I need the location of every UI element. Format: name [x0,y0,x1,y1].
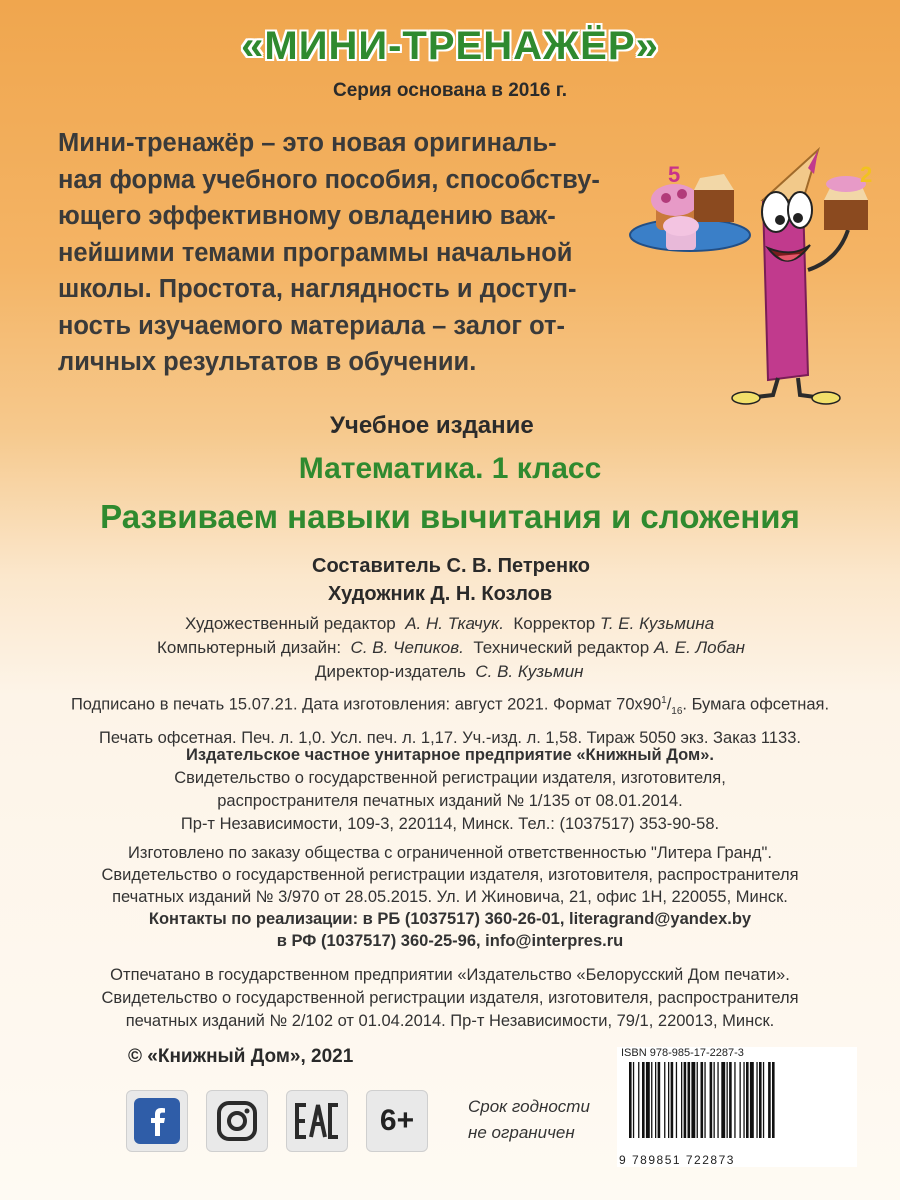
credits-line-3 [315,662,584,682]
facebook-icon[interactable] [126,1090,188,1152]
artist-credit: Художник Д. Н. Козлов [328,583,553,605]
design-name: С. В. Чепиков. [350,638,464,657]
art-editor-name: А. Н. Ткачук. [405,614,504,633]
publisher-name: Издательское частное унитарное предприятие «Книжный Дом». [185,746,715,764]
publisher-line: Пр-т Независимости, 109-3, 220114, Минск. Тел.: (1037517) 353-90-58. [180,815,720,833]
isbn-text: ISBN 978-985-17-2287-3 [621,1047,744,1059]
book-subject: Математика. 1 класс [298,452,602,485]
age-rating-badge [366,1090,428,1152]
director-label: Директор-издатель [315,662,466,681]
compiler-credit: Составитель С. В. Петренко [312,555,591,577]
publisher-line: распространителя печатных изданий № 1/135 от 08.01.2014. [217,792,683,810]
book-title: Развиваем навыки вычитания и сложения [100,498,800,535]
intro-line: Мини-тренажёр – это новая оригиналь- [58,129,557,157]
intro-line: личных результатов в обучении. [58,348,477,376]
intro-line: ность изучаемого материала – залог от- [58,311,565,340]
barcode-digits: 9 789851 722873 [619,1153,735,1167]
format-numerator: 1 [661,695,667,706]
age-rating-text: 6+ [379,1104,415,1137]
credits-line-2 [157,638,745,658]
mascot-digit: 5 [668,162,681,187]
intro-paragraph [58,125,618,381]
director-name: С. В. Кузьмин [475,662,584,681]
manufacturer-block [0,842,900,952]
printer-line: печатных изданий № 2/102 от 01.04.2014. Пр-т Независимости, 79/1, 220013, Минск. [125,1012,775,1030]
pencil-mascot-with-cakes-icon [628,140,890,410]
corrector-name: Т. Е. Кузьмина [599,614,715,633]
art-editor-label: Художественный редактор [185,614,396,633]
manufacturer-line: Изготовлено по заказу общества с ограниченной ответственностью "Литера Гранд". [128,844,772,862]
tech-editor-name: А. Е. Лобан [653,638,746,657]
isbn-barcode-block [617,1047,857,1167]
shelf-life-line: не ограничен [468,1123,575,1142]
mascot-digit: 2 [860,162,873,187]
format-denominator: 16 [671,705,683,717]
print-info-text: Подписано в печать 15.07.21. Дата изготовления: август 2021. Формат 70х90 [70,695,662,714]
intro-line: нейшими темами программы начальной [58,238,573,267]
manufacturer-line: печатных изданий № 3/970 от 28.05.2015. Ул. И Жиновича, 21, офис 1Н, 220055, Минск. [112,888,788,906]
design-label: Компьютерный дизайн: [157,638,342,657]
intro-line: ная форма учебного пособия, способству- [58,165,600,194]
shelf-life-note [468,1094,590,1146]
print-info-text: . Бумага офсетная. [682,695,830,714]
manufacturer-line: Свидетельство о государственной регистрации издателя, изготовителя, распространителя [101,866,799,884]
series-founded-note: Серия основана в 2016 г. [332,80,568,101]
corrector-label: Корректор [513,614,596,633]
instagram-icon[interactable] [206,1090,268,1152]
eac-mark-icon [286,1090,348,1152]
print-info [0,688,900,751]
tech-editor-label: Технический редактор [473,638,650,657]
shelf-life-line: Срок годности [468,1097,590,1116]
sales-contacts-rf: в РФ (1037517) 360-25-96, info@interpres.ru [276,932,624,950]
printer-block [0,964,900,1033]
intro-line: ющего эффективному овладению важ- [58,202,556,230]
edition-type: Учебное издание [330,412,534,439]
printer-line: Свидетельство о государственной регистрации издателя, изготовителя, распространителя [101,989,799,1007]
print-info-line-2: Печать офсетная. Печ. л. 1,0. Усл. печ. л. 1,17. Уч.-изд. л. 1,58. Тираж 5050 экз. Заказ 1133. [99,728,801,747]
series-title: «МИНИ-ТРЕНАЖЁР» [241,24,659,68]
publisher-block [0,744,900,836]
publisher-line: Свидетельство о государственной регистрации издателя, изготовителя, [174,769,726,787]
barcode-icon [623,1062,853,1152]
copyright: © «Книжный Дом», 2021 [128,1046,354,1067]
intro-line: школы. Простота, наглядность и доступ- [58,275,577,303]
credits-line-1 [185,614,714,634]
printer-line: Отпечатано в государственном предприятии «Издательство «Белорусский Дом печати». [110,966,790,984]
sales-contacts-rb: Контакты по реализации: в РБ (1037517) 360-26-01, literagrand@yandex.by [148,910,752,928]
print-info-line-1: Подписано в печать 15.07.21. Дата изготовления: август 2021. Формат $70х90^1/_{16}$. Бумага офсетная. [70,695,830,717]
